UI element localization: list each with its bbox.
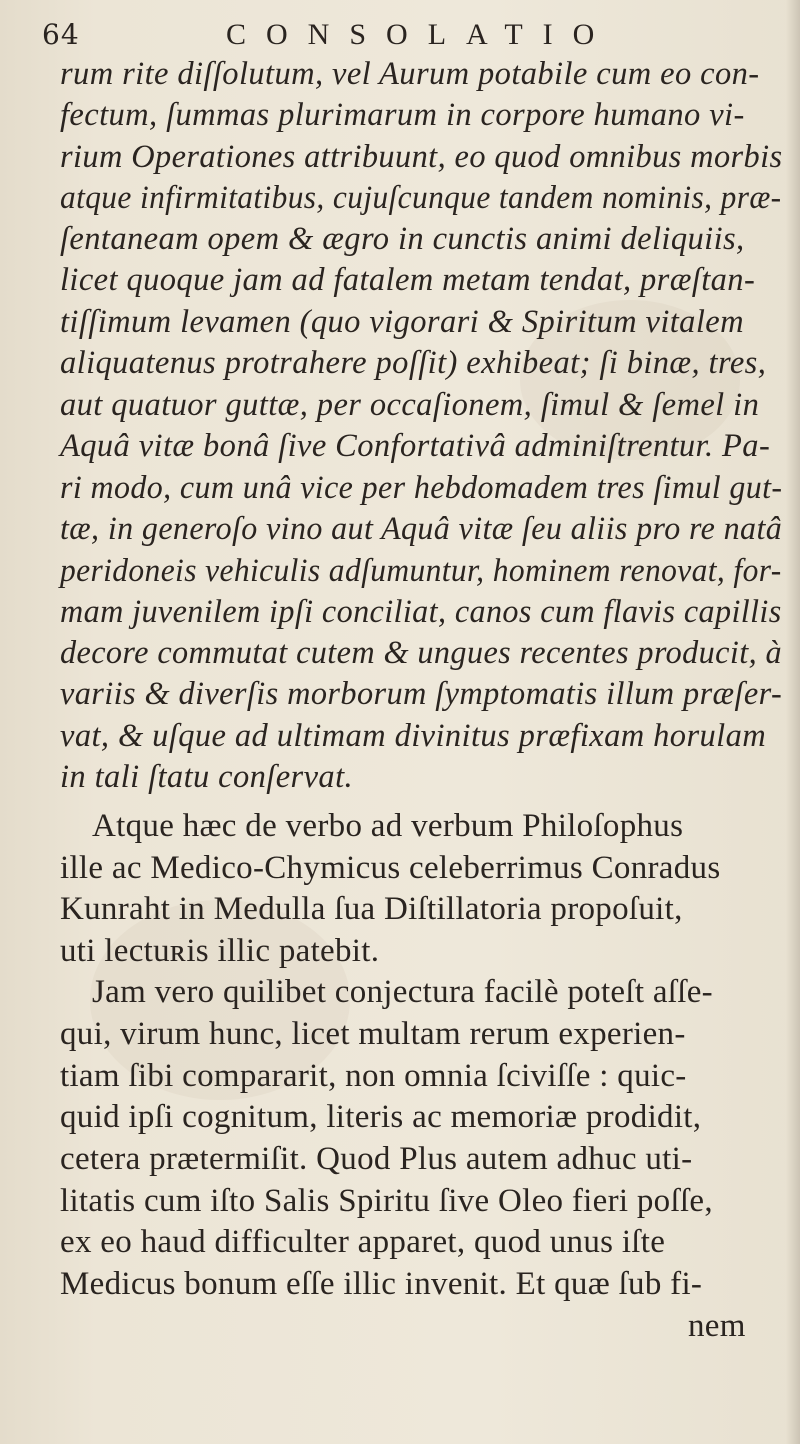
text-line: mam juvenilem ipſi conciliat, canos cum flavis capillis xyxy=(60,594,782,630)
text-line: rium Operationes attribuunt, eo quod omnibus morbis xyxy=(60,139,783,175)
text-line: quid ipſi cognitum, literis ac memoriæ prodidit, xyxy=(60,1099,702,1135)
text-line: ſentaneam opem & ægro in cunctis animi deliquiis, xyxy=(60,221,745,257)
text-line: Kunraht in Medulla ſua Diſtillatoria propoſuit, xyxy=(60,891,683,927)
running-head xyxy=(40,14,740,54)
text-line: tiſſimum levamen (quo vigorari & Spiritum vitalem xyxy=(60,304,744,340)
page-number: 64 xyxy=(42,18,80,51)
text-line: decore commutat cutem & ungues recentes producit, à xyxy=(60,635,782,671)
text-line: ille ac Medico-Chymicus celeberrimus Conradus xyxy=(60,850,721,886)
text-line: tæ, in generoſo vino aut Aquâ vitæ ſeu aliis pro re natâ xyxy=(60,511,783,547)
text-line: uti lectuʀis illic patebit. xyxy=(60,933,380,969)
text-line: ex eo haud difficulter apparet, quod unus iſte xyxy=(60,1224,666,1260)
text-line: Jam vero quilibet conjectura facilè poteſt aſſe- xyxy=(92,974,713,1010)
text-line: fectum, ſummas plurimarum in corpore humano vi- xyxy=(60,97,745,133)
text-line: litatis cum iſto Salis Spiritu ſive Oleo fieri poſſe, xyxy=(60,1183,713,1219)
text-line: variis & diverſis morborum ſymptomatis illum præſer- xyxy=(60,676,783,712)
text-line: rum rite diſſolutum, vel Aurum potabile cum eo con- xyxy=(60,56,760,92)
text-line: ri modo, cum unâ vice per hebdomadem tres ſimul gut- xyxy=(60,470,783,506)
text-line: Medicus bonum eſſe illic invenit. Et quæ ſub fi- xyxy=(60,1266,703,1302)
page-edge-shadow xyxy=(786,0,800,1444)
running-title: CONSOLATIO xyxy=(226,18,615,51)
text-line: peridoneis vehiculis adſumuntur, hominem renovat, for- xyxy=(60,553,782,589)
text-line: qui, virum hunc, licet multam rerum experien- xyxy=(60,1016,686,1052)
text-line: aut quatuor guttæ, per occaſionem, ſimul & ſemel in xyxy=(60,387,760,423)
text-line: Aquâ vitæ bonâ ſive Confortativâ adminiſtrentur. Pa- xyxy=(60,428,771,464)
text-line: tiam ſibi compararit, non omnia ſciviſſe : quic- xyxy=(60,1058,687,1094)
text-line: nem xyxy=(688,1308,746,1344)
text-line: atque infirmitatibus, cujuſcunque tandem nominis, præ- xyxy=(60,180,782,216)
text-line: cetera prætermiſit. Quod Plus autem adhuc uti- xyxy=(60,1141,693,1177)
text-line: in tali ſtatu conſervat. xyxy=(60,759,354,795)
text-line: Atque hæc de verbo ad verbum Philoſophus xyxy=(92,808,684,844)
text-line: licet quoque jam ad fatalem metam tendat, præſtan- xyxy=(60,262,756,298)
text-line: vat, & uſque ad ultimam divinitus præfixam horulam xyxy=(60,718,767,754)
text-line: aliquatenus protrahere poſſit) exhibeat; ſi binæ, tres, xyxy=(60,345,767,381)
